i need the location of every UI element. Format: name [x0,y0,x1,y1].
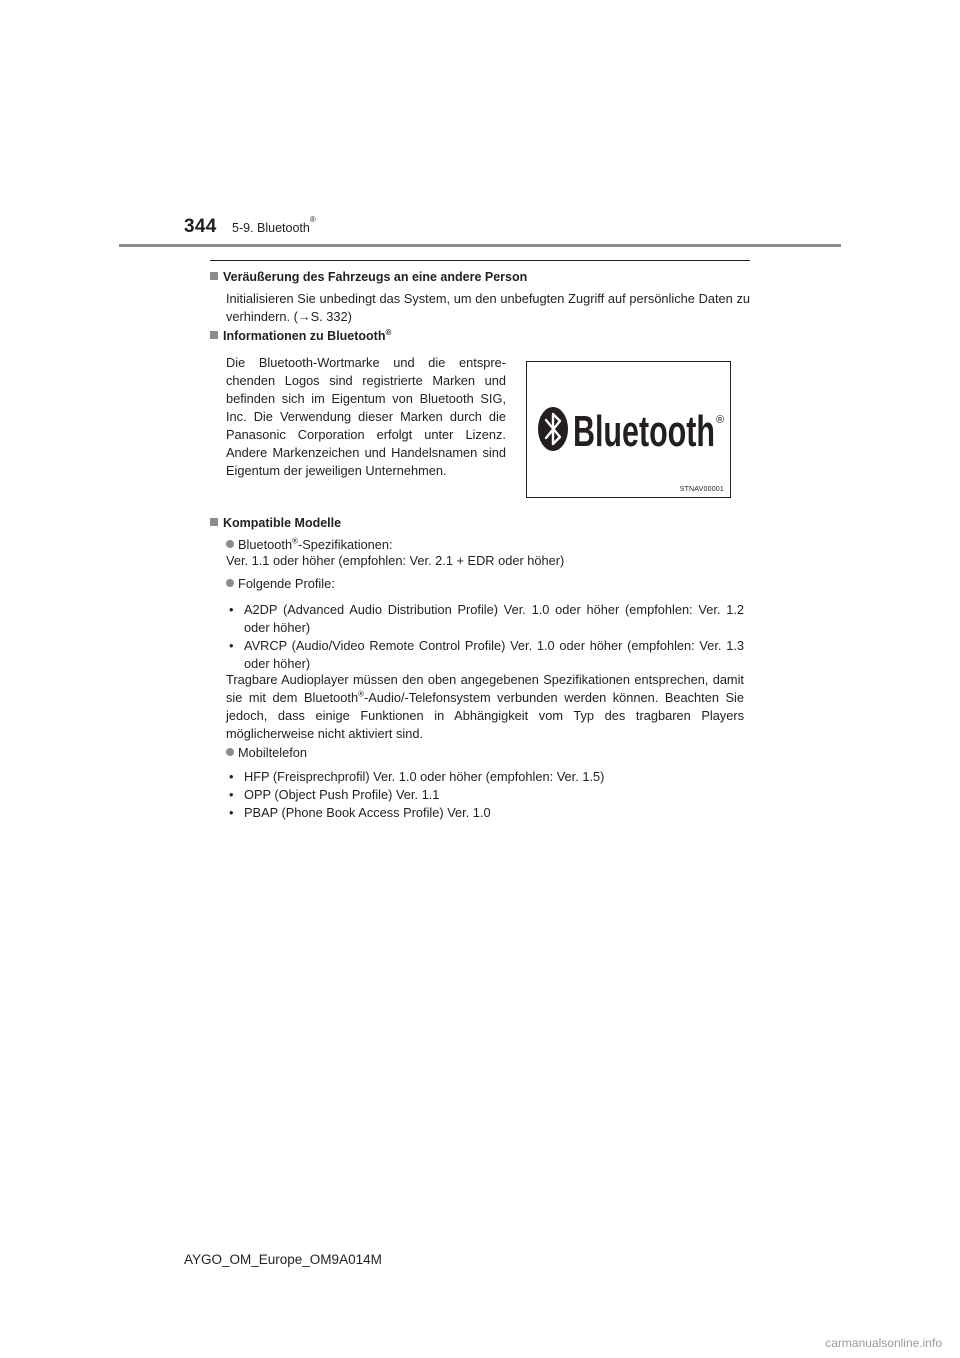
list-item: • HFP (Freisprechprofil) Ver. 1.0 oder höher (empfohlen: Ver. 1.5) [229,769,605,784]
profiles-note: Tragbare Audioplayer müssen den oben angegebenen Spezifikationen entsprechen, damit sie mit dem Bluetooth®-Audio/-Telefonsystem verbunden werden können. Beachten Sie jedoch, dass einige Funktionen in Abhängigkeit vom Typ des tragbaren Players möglicherweise nicht aktiviert sind. [226,672,744,741]
figure-code: STNAV00001 [679,486,724,493]
section-heading-compatible: Kompatible Modelle [210,514,750,532]
round-bullet-icon [226,748,234,756]
section-heading-info: Informationen zu Bluetooth® [210,327,750,345]
bluetooth-logo-figure [526,361,731,498]
round-bullet-icon [226,540,234,548]
bluetooth-logo-icon [527,362,730,497]
list-item: • PBAP (Phone Book Access Profile) Ver. 1.0 [229,805,491,820]
header-rule [119,244,841,247]
svg-text:®: ® [716,414,725,426]
square-bullet-icon [210,272,218,280]
profiles-item: Folgende Profile: [210,575,766,593]
section-rule [210,260,750,261]
profiles-list [210,601,750,673]
square-bullet-icon [210,331,218,339]
document-id: AYGO_OM_Europe_OM9A014M [184,1252,382,1267]
spec-text: Ver. 1.1 oder höher (empfohlen: Ver. 2.1 + EDR oder höher) [226,553,565,568]
watermark: carmanualsonline.info [825,1336,942,1350]
page-number: 344 [184,216,217,237]
spec-item: Bluetooth®-Spezifikationen: [210,536,766,554]
mobile-profiles-list [210,768,750,822]
mobile-item: Mobiltelefon [210,744,766,762]
square-bullet-icon [210,518,218,526]
svg-text:Bluetooth: Bluetooth [573,407,715,456]
list-item: • AVRCP (Audio/Video Remote Control Profile) Ver. 1.0 oder höher (empfohlen: Ver. 1.3 oder höher) [229,638,744,671]
list-item: • OPP (Object Push Profile) Ver. 1.1 [229,787,440,802]
list-item: • A2DP (Advanced Audio Distribution Profile) Ver. 1.0 oder höher (empfohlen: Ver. 1.2 oder höher) [229,602,744,635]
round-bullet-icon [226,579,234,587]
section-heading-sale: Veräußerung des Fahrzeugs an eine andere Person [210,268,750,286]
chapter-title: 5-9. Bluetooth® [232,215,316,235]
section-text-info: Die Bluetooth-Wortmarke und die entspre-chenden Logos sind registrierte Marken und befinden sich im Eigentum von Bluetooth SIG, Inc. Die Verwendung dieser Marken durch die Panasonic Corporation erfolgt unter Lizenz. Andere Markenzeichen und Handelsnamen sind Eigentum der jeweiligen Unternehmen. [226,355,506,478]
section-text-sale: Initialisieren Sie unbedingt das System, um den unbefugten Zugriff auf persönliche Daten zu verhindern. (→S. 332) [226,291,750,324]
